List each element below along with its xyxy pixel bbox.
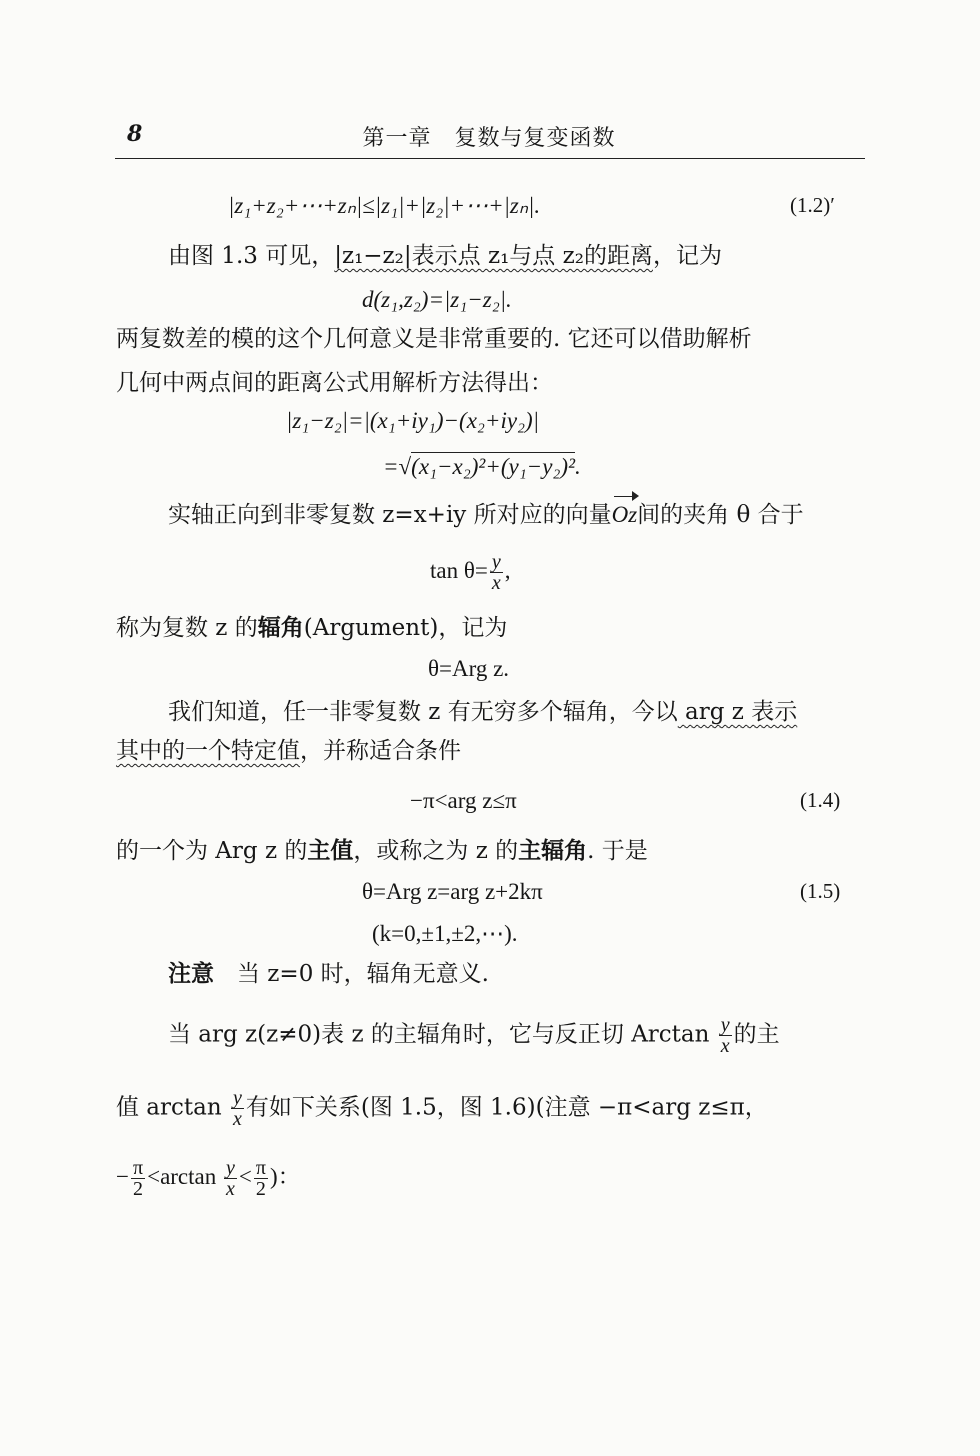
bold-term: 辐角: [257, 614, 304, 641]
text-line: 几何中两点间的距离公式用解析方法得出：: [116, 370, 553, 396]
sqrt-radicand: (x₁−x₂)²+(y₁−y₂)²: [411, 454, 575, 479]
equation-number: (1.4): [800, 788, 841, 812]
formula-segment: −: [116, 1163, 129, 1189]
emphasized-text: |z₁−z₂|表示点 z₁与点 z₂的距离: [334, 243, 653, 269]
text-segment: 值 arctan: [116, 1094, 229, 1121]
numerator: π: [132, 1157, 144, 1179]
text-segment: (Argument)，记为: [303, 615, 508, 641]
text-line: [116, 735, 461, 767]
arg-formula: θ=Arg z.: [428, 656, 510, 681]
period: .: [574, 454, 581, 479]
text-line: [168, 499, 804, 531]
text-segment: 称为复数 z 的: [116, 615, 258, 641]
text-line: [116, 612, 507, 644]
text-segment: 由图 1.3 可见，: [168, 243, 335, 269]
denominator: x: [491, 572, 501, 594]
formula-segment: <arctan: [147, 1163, 222, 1189]
text-line: [116, 1088, 768, 1129]
text-segment: 间的夹角 θ 合于: [637, 502, 804, 528]
numerator: y: [720, 1014, 730, 1036]
text-segment: 我们知道，任一非零复数 z 有无穷多个辐角，今以: [168, 699, 678, 725]
arg-range-formula: −π<arg z≤π: [410, 788, 517, 813]
text-segment: 当 arg z(z≠0)表 z 的主辐角时，它与反正切 Arctan: [168, 1021, 717, 1048]
distance-formula: d(z₁,z₂)=|z₁−z₂|.: [362, 287, 512, 312]
equation-number: (1.2)′: [790, 193, 835, 217]
text-segment: ，或称之为 z 的: [353, 838, 519, 864]
formula-segment: tan θ=: [430, 557, 488, 583]
text-segment: ，记为: [652, 243, 722, 269]
principal-value-formula: θ=Arg z=arg z+2kπ: [362, 879, 543, 904]
text-segment: . 于是: [587, 838, 648, 864]
formula-segment: <: [238, 1163, 252, 1189]
sqrt-formula: [383, 451, 581, 483]
bold-term: 主辐角: [518, 837, 588, 864]
denominator: 2: [133, 1178, 144, 1200]
fraction: [224, 1158, 237, 1199]
text-segment: 的主: [733, 1021, 780, 1048]
text-line: [168, 696, 797, 728]
fraction: [490, 552, 503, 593]
note-line: [168, 958, 489, 990]
denominator: 2: [255, 1178, 266, 1200]
emphasized-text: 其中的一个特定值: [116, 738, 300, 764]
note-label: 注意: [168, 960, 214, 987]
tan-formula: [430, 552, 510, 593]
emphasized-text: arg z 表示: [677, 699, 798, 725]
denominator: x: [232, 1108, 242, 1130]
modulus-formula: |z₁−z₂|=|(x₁+iy₁)−(x₂+iy₂)|: [286, 408, 540, 433]
equals-sign: =: [383, 454, 399, 479]
numerator: y: [226, 1157, 235, 1179]
comma: ,: [504, 557, 511, 583]
fraction: [231, 1088, 244, 1129]
numerator: y: [232, 1087, 242, 1109]
formula-segment: )：: [269, 1163, 301, 1189]
numerator: π: [255, 1157, 266, 1179]
text-line: 两复数差的模的这个几何意义是非常重要的. 它还可以借助解析: [116, 326, 752, 352]
bold-term: 主值: [307, 837, 354, 864]
sqrt-symbol: √: [398, 454, 412, 479]
denominator: x: [226, 1178, 235, 1200]
fraction: [254, 1158, 268, 1199]
arctan-range-formula: [116, 1158, 301, 1199]
denominator: x: [720, 1035, 730, 1057]
fraction: [131, 1158, 145, 1199]
text-segment: 实轴正向到非零复数 z=x+iy 所对应的向量: [168, 502, 612, 528]
inequality-formula: |z₁+z₂+⋯+zₙ|≤|z₁|+|z₂|+⋯+|zₙ|.: [228, 193, 541, 218]
page-number: 8: [127, 121, 143, 147]
text-line: [116, 835, 648, 867]
text-line: [168, 1015, 780, 1056]
k-values: (k=0,±1,±2,⋯).: [372, 921, 518, 946]
text-segment: 有如下关系(图 1.5，图 1.6)(注意 −π<arg z≤π，: [245, 1094, 768, 1121]
numerator: y: [491, 551, 501, 573]
text-segment: ，并称适合条件: [300, 738, 461, 764]
equation-number: (1.5): [800, 879, 841, 903]
running-header: [115, 118, 863, 158]
text-line: [168, 240, 722, 272]
text-segment: 当 z=0 时，辐角无意义.: [214, 961, 489, 987]
header-rule: [115, 158, 865, 159]
vector-oz: Oz: [612, 499, 638, 531]
text-segment: 的一个为 Arg z 的: [116, 838, 308, 864]
chapter-title: 第一章 复数与复变函数: [362, 126, 616, 151]
fraction: [719, 1015, 732, 1056]
